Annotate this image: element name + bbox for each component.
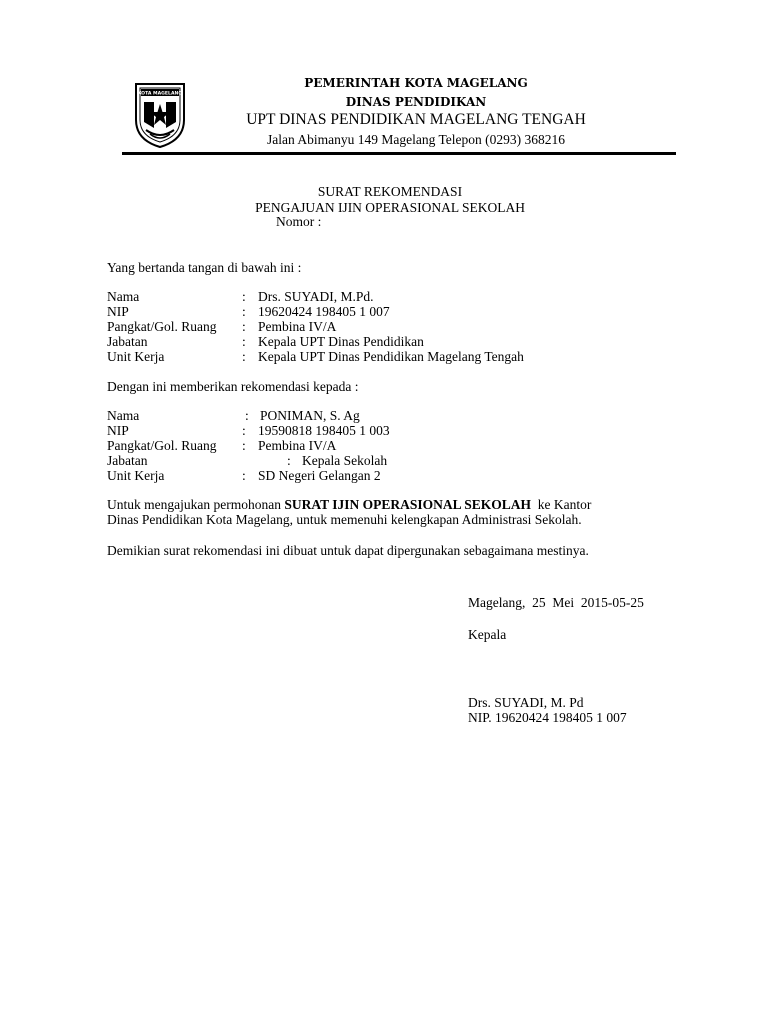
field-value: Kepala Sekolah bbox=[302, 453, 388, 468]
field-colon: : bbox=[242, 468, 246, 483]
field-value: Drs. SUYADI, M.Pd. bbox=[258, 289, 374, 304]
field-value: SD Negeri Gelangan 2 bbox=[258, 468, 381, 483]
letterhead-divider bbox=[122, 152, 676, 155]
field-label: NIP bbox=[107, 423, 129, 438]
letterhead-government: PEMERINTAH KOTA MAGELANG bbox=[304, 76, 528, 90]
field-label: NIP bbox=[107, 304, 129, 319]
field-label: Pangkat/Gol. Ruang bbox=[107, 319, 217, 334]
field-colon: : bbox=[287, 453, 291, 468]
signer-position: Kepala bbox=[468, 627, 507, 642]
letterhead-department: DINAS PENDIDIKAN bbox=[345, 95, 487, 109]
place-date: Magelang, 25 Mei 2015-05-25 bbox=[468, 595, 644, 610]
field-value: 19620424 198405 1 007 bbox=[258, 304, 390, 319]
letter-number: Nomor : bbox=[276, 214, 322, 229]
closing-paragraph: Demikian surat rekomendasi ini dibuat untuk dapat dipergunakan sebagaimana mestinya. bbox=[107, 543, 589, 558]
field-label: Pangkat/Gol. Ruang bbox=[107, 438, 217, 453]
field-label: Nama bbox=[107, 289, 140, 304]
field-colon: : bbox=[242, 289, 246, 304]
signer-nip: NIP. 19620424 198405 1 007 bbox=[468, 710, 627, 725]
purpose-suffix: ke Kantor bbox=[531, 497, 592, 512]
field-value: PONIMAN, S. Ag bbox=[260, 408, 360, 423]
field-colon: : bbox=[242, 423, 246, 438]
svg-text:KOTA MAGELANG: KOTA MAGELANG bbox=[137, 91, 183, 97]
field-value: Kepala UPT Dinas Pendidikan bbox=[258, 334, 424, 349]
field-colon: : bbox=[242, 349, 246, 364]
field-colon: : bbox=[242, 319, 246, 334]
field-value: 19590818 198405 1 003 bbox=[258, 423, 390, 438]
field-value: Pembina IV/A bbox=[258, 438, 337, 453]
field-label: Jabatan bbox=[107, 453, 148, 468]
field-label: Unit Kerja bbox=[107, 349, 165, 364]
field-value: Pembina IV/A bbox=[258, 319, 337, 334]
field-colon: : bbox=[242, 438, 246, 453]
letterhead-office: UPT DINAS PENDIDIKAN MAGELANG TENGAH bbox=[246, 111, 586, 128]
field-label: Jabatan bbox=[107, 334, 148, 349]
purpose-paragraph-line2: Dinas Pendidikan Kota Magelang, untuk memenuhi kelengkapan Administrasi Sekolah. bbox=[107, 512, 582, 527]
intro-text: Yang bertanda tangan di bawah ini : bbox=[107, 260, 302, 275]
letter-subtitle: PENGAJUAN IJIN OPERASIONAL SEKOLAH bbox=[255, 200, 525, 215]
field-label: Nama bbox=[107, 408, 140, 423]
field-colon: : bbox=[242, 304, 246, 319]
signer-name: Drs. SUYADI, M. Pd bbox=[468, 695, 584, 710]
field-value: Kepala UPT Dinas Pendidikan Magelang Tengah bbox=[258, 349, 524, 364]
city-emblem-logo bbox=[132, 80, 188, 150]
recommend-intro: Dengan ini memberikan rekomendasi kepada : bbox=[107, 379, 359, 394]
purpose-emphasis: SURAT IJIN OPERASIONAL SEKOLAH bbox=[284, 497, 532, 512]
field-colon: : bbox=[245, 408, 249, 423]
purpose-prefix: Untuk mengajukan permohonan bbox=[107, 497, 285, 512]
letter-title: SURAT REKOMENDASI bbox=[317, 184, 463, 199]
purpose-paragraph bbox=[107, 497, 591, 512]
letterhead-address: Jalan Abimanyu 149 Magelang Telepon (0293) 368216 bbox=[266, 132, 565, 147]
field-colon: : bbox=[242, 334, 246, 349]
field-label: Unit Kerja bbox=[107, 468, 165, 483]
